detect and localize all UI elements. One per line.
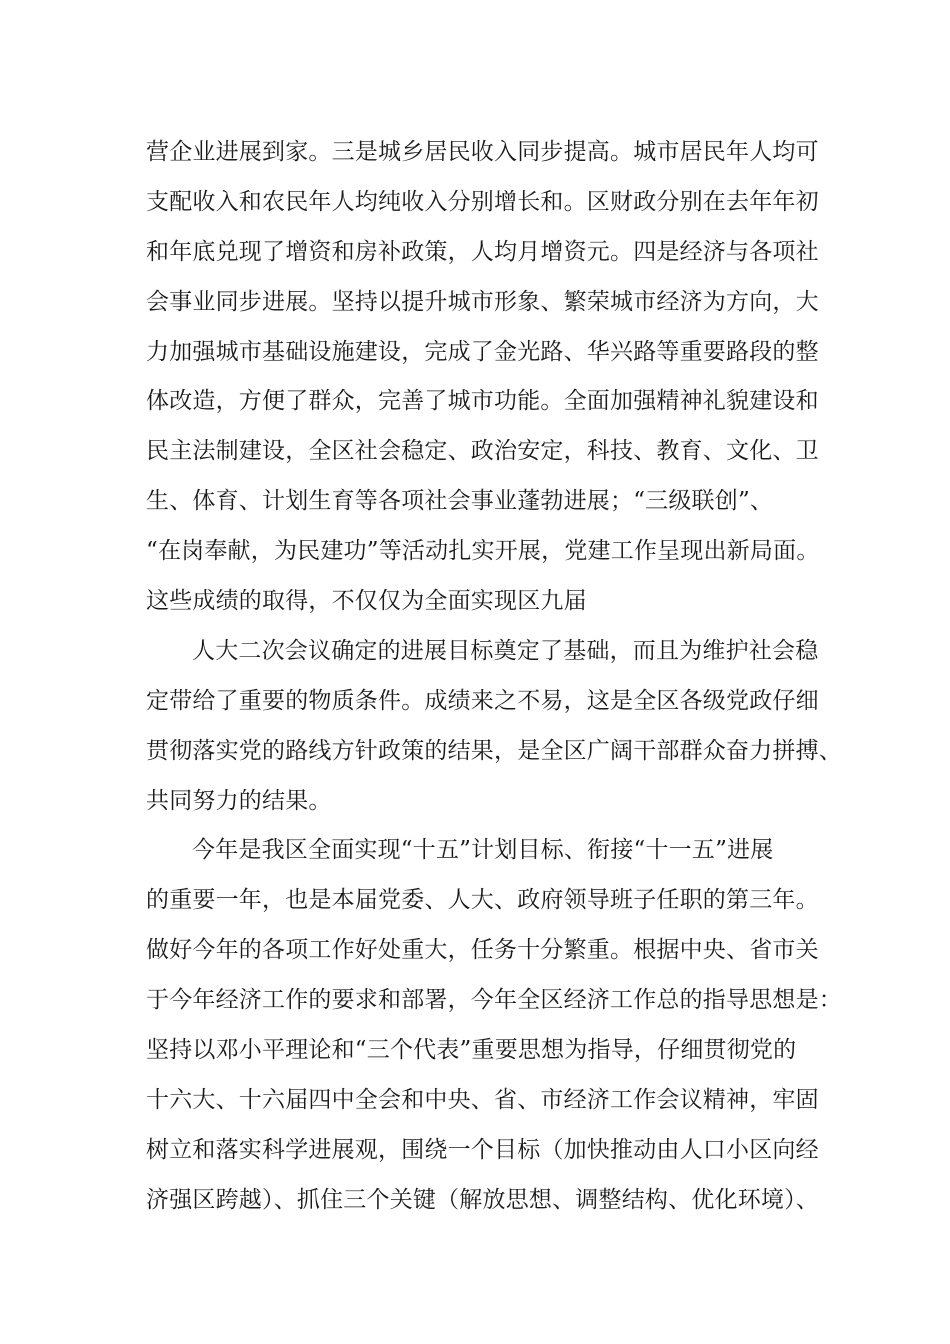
text-line: 力加强城市基础设施建设，完成了金光路、华兴路等重要路段的整 — [146, 338, 819, 365]
paragraph-start-line: 人大二次会议确定的进展目标奠定了基础，而且为维护社会稳 — [192, 637, 819, 664]
text-line: 民主法制建设，全区社会稳定、政治安定，科技、教育、文化、卫 — [146, 438, 819, 465]
text-line: 坚持以邓小平理论和“三个代表”重要思想为指导，仔细贯彻党的 — [146, 1037, 797, 1064]
text-line: 生、体育、计划生育等各项社会事业蓬勃进展；“三级联创”、 — [146, 488, 774, 515]
text-line: “在岗奉献，为民建功”等活动扎实开展，党建工作呈现出新局面。 — [146, 538, 820, 565]
paragraph-start-line: 今年是我区全面实现“十五”计划目标、衔接“十一五”进展 — [192, 837, 774, 864]
text-line: 贯彻落实党的路线方针政策的结果，是全区广阔干部群众奋力拼搏、 — [146, 737, 842, 764]
text-line: 支配收入和农民年人均纯收入分别增长和。区财政分别在去年年初 — [146, 188, 819, 215]
text-line: 这些成绩的取得，不仅仅为全面实现区九届 — [146, 588, 587, 615]
text-line: 营企业进展到家。三是城乡居民收入同步提高。城市居民年人均可 — [146, 139, 819, 165]
text-line: 体改造，方便了群众，完善了城市功能。全面加强精神礼貌建设和 — [146, 388, 819, 415]
text-line: 于今年经济工作的要求和部署，今年全区经济工作总的指导思想是： — [146, 987, 842, 1014]
text-line: 做好今年的各项工作好处重大，任务十分繁重。根据中央、省市关 — [146, 937, 819, 964]
text-line: 的重要一年，也是本届党委、人大、政府领导班子任职的第三年。 — [146, 887, 819, 914]
text-line: 会事业同步进展。坚持以提升城市形象、繁荣城市经济为方向，大 — [146, 288, 819, 315]
body-text — [146, 128, 842, 1226]
text-line: 济强区跨越）、抓住三个关键（解放思想、调整结构、优化环境）、 — [146, 1186, 819, 1213]
text-line: 定带给了重要的物质条件。成绩来之不易，这是全区各级党政仔细 — [146, 687, 819, 714]
text-line: 十六大、十六届四中全会和中央、省、市经济工作会议精神，牢固 — [146, 1086, 819, 1113]
text-line: 和年底兑现了增资和房补政策，人均月增资元。四是经济与各项社 — [146, 238, 819, 265]
text-line: 树立和落实科学进展观，围绕一个目标（加快推动由人口小区向经 — [146, 1136, 819, 1163]
text-line: 共同努力的结果。 — [146, 787, 332, 814]
